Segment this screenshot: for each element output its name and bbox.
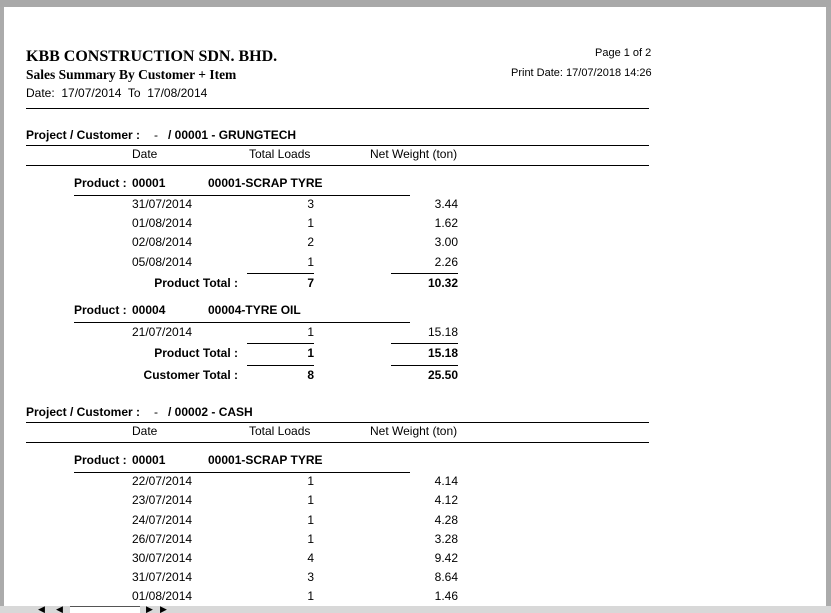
product-total-weight: 15.18 <box>427 346 458 360</box>
row-date: 22/07/2014 <box>132 474 193 488</box>
col-header-date: Date <box>132 147 158 161</box>
row-loads: 1 <box>307 493 314 507</box>
row-loads: 1 <box>307 474 314 488</box>
row-loads: 1 <box>307 589 314 603</box>
product-code: 00004 <box>132 303 166 317</box>
page-number-input[interactable] <box>70 606 140 613</box>
col-header-loads: Total Loads <box>249 147 311 161</box>
subtotal-rule <box>391 343 458 344</box>
row-date: 01/08/2014 <box>132 589 193 603</box>
col-header-weight: Net Weight (ton) <box>370 147 458 161</box>
row-loads: 1 <box>307 325 314 339</box>
row-weight: 8.64 <box>434 570 458 584</box>
row-weight: 4.12 <box>434 493 458 507</box>
row-weight: 15.18 <box>427 325 458 339</box>
row-weight: 3.00 <box>434 235 458 249</box>
customer-total-label: Customer Total : <box>143 368 238 382</box>
row-loads: 1 <box>307 532 314 546</box>
company-name: KBB CONSTRUCTION SDN. BHD. <box>26 48 278 65</box>
row-date: 31/07/2014 <box>132 197 193 211</box>
section-divider <box>26 145 649 146</box>
total-rule <box>247 365 314 366</box>
section-divider <box>26 422 649 423</box>
row-date: 01/08/2014 <box>132 216 193 230</box>
viewer-top-border <box>0 0 831 7</box>
row-loads: 1 <box>307 216 314 230</box>
row-date: 24/07/2014 <box>132 513 193 527</box>
row-weight: 2.26 <box>434 255 458 269</box>
row-weight: 1.46 <box>434 589 458 603</box>
header-divider <box>26 108 649 109</box>
row-loads: 4 <box>307 551 314 565</box>
project-code: - <box>154 128 158 142</box>
product-total-label: Product Total : <box>154 346 238 360</box>
product-divider <box>74 195 410 196</box>
row-weight: 4.14 <box>434 474 458 488</box>
next-page-icon[interactable]: ▶ <box>146 606 153 613</box>
date-to-label: To <box>127 86 141 100</box>
product-name: 00004-TYRE OIL <box>208 303 301 317</box>
column-header-divider <box>26 442 649 443</box>
customer-name: / 00002 - CASH <box>168 405 253 419</box>
row-weight: 3.28 <box>434 532 458 546</box>
row-date: 21/07/2014 <box>132 325 193 339</box>
subtotal-rule <box>247 273 314 274</box>
date-from: 17/07/2014 <box>61 86 122 100</box>
viewer-navigation-bar <box>0 606 831 613</box>
row-date: 02/08/2014 <box>132 235 193 249</box>
row-date: 26/07/2014 <box>132 532 193 546</box>
row-weight: 3.44 <box>434 197 458 211</box>
page-info: Page 1 of 2 <box>595 47 652 59</box>
report-page <box>4 7 826 606</box>
report-title: Sales Summary By Customer + Item <box>26 67 237 82</box>
first-page-icon[interactable]: ◀ <box>38 606 45 613</box>
product-label: Product : <box>74 453 127 467</box>
column-header-divider <box>26 165 649 166</box>
project-customer-label: Project / Customer : <box>26 405 141 419</box>
col-header-date: Date <box>132 424 158 438</box>
product-total-weight: 10.32 <box>427 276 458 290</box>
row-weight: 9.42 <box>434 551 458 565</box>
product-code: 00001 <box>132 453 166 467</box>
subtotal-rule <box>391 273 458 274</box>
total-rule <box>391 365 458 366</box>
subtotal-rule <box>247 343 314 344</box>
product-name: 00001-SCRAP TYRE <box>208 453 323 467</box>
customer-total-weight: 25.50 <box>427 368 458 382</box>
product-total-loads: 1 <box>307 346 314 360</box>
row-date: 05/08/2014 <box>132 255 193 269</box>
product-divider <box>74 472 410 473</box>
product-name: 00001-SCRAP TYRE <box>208 176 323 190</box>
row-loads: 1 <box>307 255 314 269</box>
row-date: 31/07/2014 <box>132 570 193 584</box>
product-code: 00001 <box>132 176 166 190</box>
customer-total-loads: 8 <box>307 368 314 382</box>
col-header-loads: Total Loads <box>249 424 311 438</box>
customer-name: / 00001 - GRUNGTECH <box>168 128 297 142</box>
product-total-loads: 7 <box>307 276 314 290</box>
row-date: 30/07/2014 <box>132 551 193 565</box>
product-label: Product : <box>74 303 127 317</box>
row-weight: 1.62 <box>434 216 458 230</box>
row-loads: 3 <box>307 197 314 211</box>
row-weight: 4.28 <box>434 513 458 527</box>
product-label: Product : <box>74 176 127 190</box>
row-loads: 1 <box>307 513 314 527</box>
row-loads: 2 <box>307 235 314 249</box>
last-page-icon[interactable]: ▶ <box>160 606 167 613</box>
row-date: 23/07/2014 <box>132 493 193 507</box>
date-to: 17/08/2014 <box>147 86 208 100</box>
date-label: Date: <box>26 86 55 100</box>
print-date: Print Date: 17/07/2018 14:26 <box>511 67 652 79</box>
col-header-weight: Net Weight (ton) <box>370 424 458 438</box>
project-code: - <box>154 405 158 419</box>
date-range <box>26 86 207 100</box>
prev-page-icon[interactable]: ◀ <box>56 606 63 613</box>
product-divider <box>74 322 410 323</box>
product-total-label: Product Total : <box>154 276 238 290</box>
project-customer-label: Project / Customer : <box>26 128 141 142</box>
row-loads: 3 <box>307 570 314 584</box>
